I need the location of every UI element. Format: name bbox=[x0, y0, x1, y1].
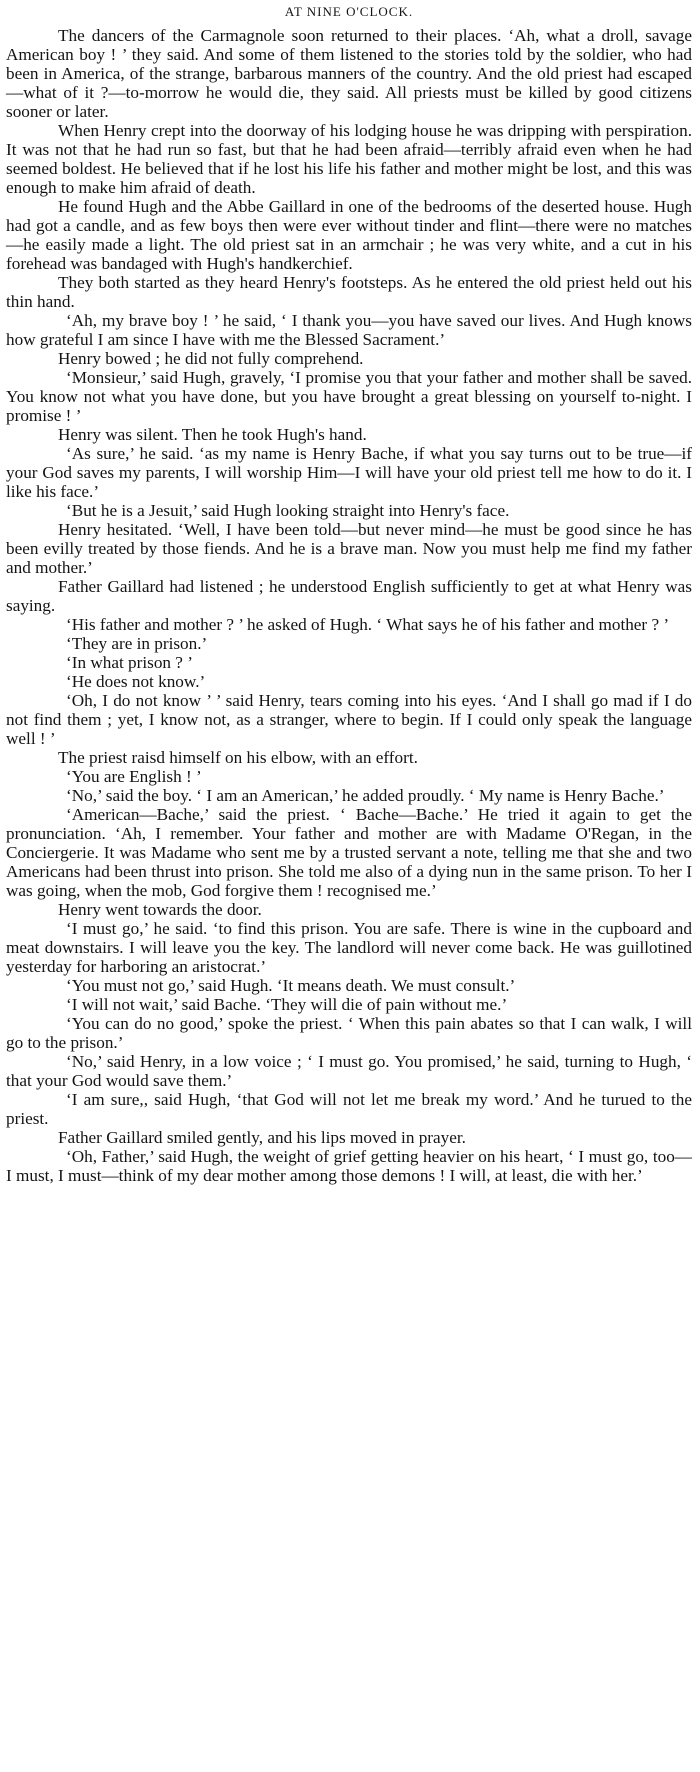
paragraph: ‘No,’ said the boy. ‘ I am an American,’ he added proudly. ‘ My name is Henry Bache.’ bbox=[66, 786, 665, 805]
body-text bbox=[6, 26, 692, 1185]
paragraph: ‘Monsieur,’ said Hugh, gravely, ‘I promise you that your father and mother shall be saved. You know not what you have done, but you have brought a great blessing on yourself to-night. I promise ! ’ bbox=[6, 368, 692, 425]
paragraph: ‘Ah, my brave boy ! ’ he said, ‘ I thank you—you have saved our lives. And Hugh knows how grateful I am since I have with me the Blessed Sacrament.’ bbox=[6, 311, 692, 349]
paragraph: ‘His father and mother ? ’ he asked of Hugh. ‘ What says he of his father and mother ? ’ bbox=[66, 615, 670, 634]
paragraph: ‘Oh, Father,’ said Hugh, the weight of grief getting heavier on his heart, ‘ I must go, too—I must, I must—think of my dear mother among those demons ! I will, at least, die with her.’ bbox=[6, 1147, 692, 1185]
paragraph: ‘I will not wait,’ said Bache. ‘They will die of pain without me.’ bbox=[66, 995, 508, 1014]
paragraph: ‘No,’ said Henry, in a low voice ; ‘ I must go. You promised,’ he said, turning to Hugh, ‘ that your God would save them.’ bbox=[6, 1052, 692, 1090]
paragraph: Father Gaillard smiled gently, and his lips moved in prayer. bbox=[58, 1128, 466, 1147]
paragraph: The priest raisd himself on his elbow, with an effort. bbox=[58, 748, 418, 767]
paragraph: ‘He does not know.’ bbox=[66, 672, 206, 691]
paragraph: Henry bowed ; he did not fully comprehend. bbox=[58, 349, 364, 368]
paragraph: Father Gaillard had listened ; he understood English sufficiently to get at what Henry was saying. bbox=[6, 577, 692, 615]
paragraph: ‘In what prison ? ’ bbox=[66, 653, 193, 672]
paragraph: ‘I am sure,, said Hugh, ‘that God will not let me break my word.’ And he turued to the priest. bbox=[6, 1090, 692, 1128]
paragraph: Henry went towards the door. bbox=[58, 900, 262, 919]
paragraph: ‘Oh, I do not know ’ ’ said Henry, tears coming into his eyes. ‘And I shall go mad if I do not find them ; yet, I know not, as a stranger, where to begin. If I could only speak the language well ! ’ bbox=[6, 691, 692, 748]
paragraph: Henry was silent. Then he took Hugh's hand. bbox=[58, 425, 367, 444]
paragraph: He found Hugh and the Abbe Gaillard in one of the bedrooms of the deserted house. Hugh had got a candle, and as few boys then were ever without tinder and flint—there were no matches—he easily made a light. The old priest sat in an armchair ; he was very white, and a cut in his forehead was bandaged with Hugh's handkerchief. bbox=[6, 197, 692, 273]
paragraph: Henry hesitated. ‘Well, I have been told—but never mind—he must be good since he has been evilly treated by those fiends. And he is a brave man. Now you must help me find my father and mother.’ bbox=[6, 520, 692, 577]
paragraph: ‘As sure,’ he said. ‘as my name is Henry Bache, if what you say turns out to be true—if your God saves my parents, I will worship Him—I will have your old priest tell me how to do it. I like his face.’ bbox=[6, 444, 692, 501]
running-head: AT NINE O'CLOCK. bbox=[284, 4, 414, 19]
paragraph: ‘They are in prison.’ bbox=[66, 634, 208, 653]
paragraph: The dancers of the Carmagnole soon returned to their places. ‘Ah, what a droll, savage American boy ! ’ they said. And some of them listened to the stories told by the soldier, who had been in America, of the strange, barbarous manners of the country. And the old priest had escaped—what of it ?—to-morrow he would die, they said. All priests must be killed by good citizens sooner or later. bbox=[6, 26, 692, 121]
paragraph: They both started as they heard Henry's footsteps. As he entered the old priest held out his thin hand. bbox=[6, 273, 692, 311]
paragraph: ‘You must not go,’ said Hugh. ‘It means death. We must consult.’ bbox=[66, 976, 516, 995]
paragraph: ‘But he is a Jesuit,’ said Hugh looking straight into Henry's face. bbox=[66, 501, 510, 520]
paragraph: When Henry crept into the doorway of his lodging house he was dripping with perspiration. It was not that he had run so fast, but that he had been afraid—terribly afraid even when he had seemed boldest. He believed that if he lost his life his father and mother might be lost, and this was enough to make him afraid of death. bbox=[6, 121, 692, 197]
paragraph: ‘You can do no good,’ spoke the priest. ‘ When this pain abates so that I can walk, I will go to the prison.’ bbox=[6, 1014, 692, 1052]
paragraph: ‘You are English ! ’ bbox=[66, 767, 202, 786]
paragraph: ‘I must go,’ he said. ‘to find this prison. You are safe. There is wine in the cupboard and meat downstairs. I will leave you the key. The landlord will never come back. He was guillotined yesterday for harboring an aristocrat.’ bbox=[6, 919, 692, 976]
paragraph: ‘American—Bache,’ said the priest. ‘ Bache—Bache.’ He tried it again to get the pronunciation. ‘Ah, I remember. Your father and mother are with Madame O'Regan, in the Conciergerie. It was Madame who sent me by a trusted servant a note, telling me that she and two Americans had been thrust into prison. She told me also of a dying nun in the same prison. To her I was going, when the mob, God forgive them ! recognised me.’ bbox=[6, 805, 692, 900]
